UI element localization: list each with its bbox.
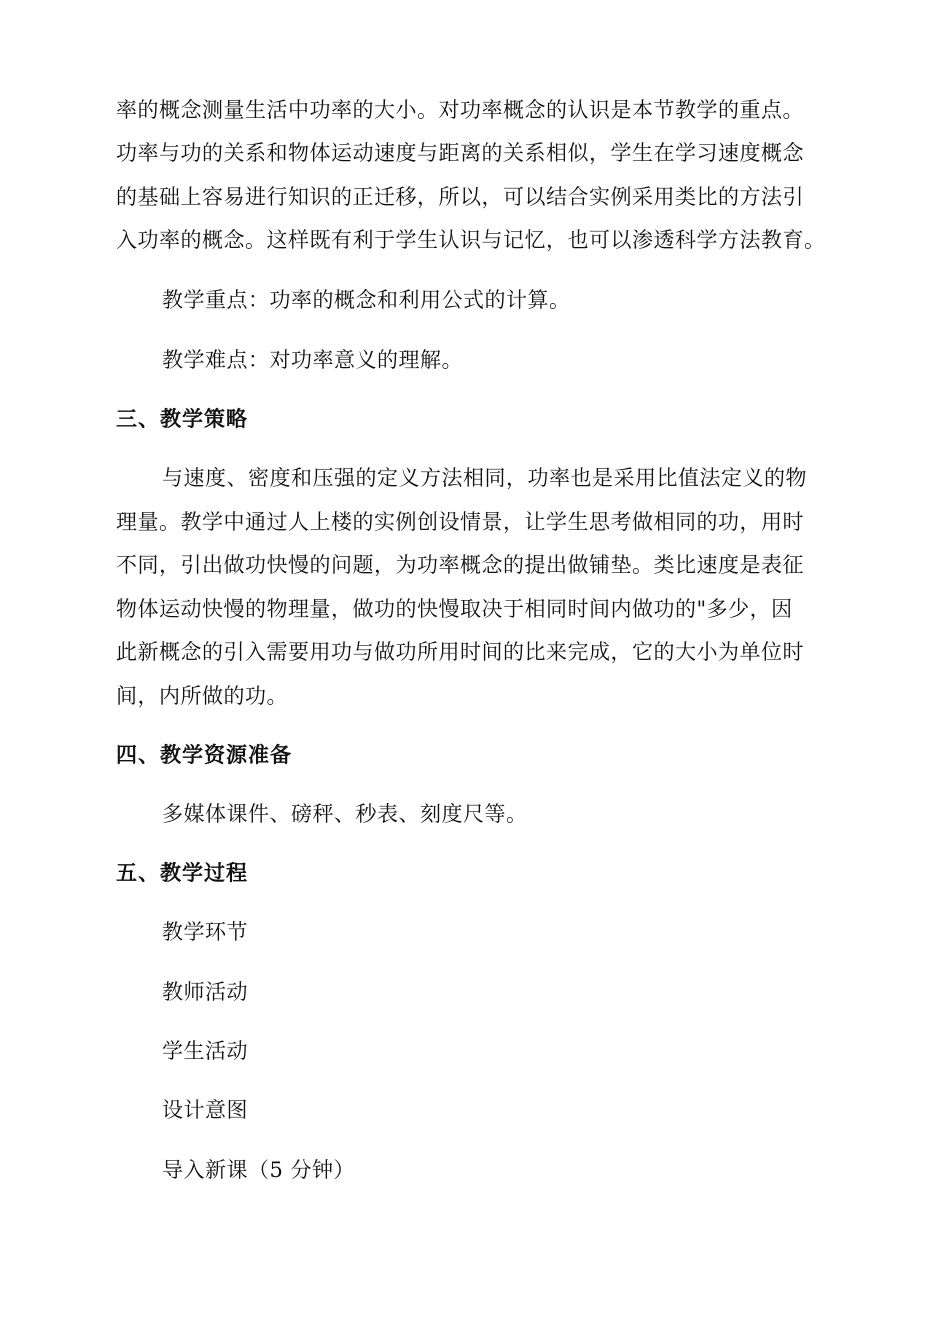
section-heading-process: 五、教学过程 bbox=[116, 861, 248, 885]
process-item-teacher: 教师活动 bbox=[162, 980, 248, 1004]
resources-text: 多媒体课件、磅秤、秒表、刻度尺等。 bbox=[162, 802, 528, 826]
process-item-student: 学生活动 bbox=[162, 1039, 248, 1063]
strategy-line-5: 此新概念的引入需要用功与做功所用时间的比来完成，它的大小为单位时 bbox=[116, 640, 804, 664]
process-item-intro: 导入新课（5 分钟） bbox=[162, 1158, 356, 1182]
intro-line-1: 率的概念测量生活中功率的大小。对功率概念的认识是本节教学的重点。 bbox=[116, 98, 804, 122]
process-item-stage: 教学环节 bbox=[162, 920, 248, 944]
strategy-line-1: 与速度、密度和压强的定义方法相同，功率也是采用比值法定义的物 bbox=[162, 466, 807, 490]
strategy-line-2: 理量。教学中通过人上楼的实例创设情景，让学生思考做相同的功，用时 bbox=[116, 510, 804, 534]
strategy-line-3: 不同，引出做功快慢的问题，为功率概念的提出做铺垫。类比速度是表征 bbox=[116, 553, 804, 577]
difficult-point: 教学难点：对功率意义的理解。 bbox=[162, 348, 463, 372]
intro-line-3: 的基础上容易进行知识的正迁移，所以，可以结合实例采用类比的方法引 bbox=[116, 185, 804, 209]
intro-line-2: 功率与功的关系和物体运动速度与距离的关系相似，学生在学习速度概念 bbox=[116, 141, 804, 165]
process-item-intent: 设计意图 bbox=[162, 1098, 248, 1122]
strategy-line-6: 间，内所做的功。 bbox=[116, 684, 288, 708]
section-heading-strategy: 三、教学策略 bbox=[116, 407, 248, 431]
section-heading-resources: 四、教学资源准备 bbox=[116, 743, 292, 767]
intro-line-4: 入功率的概念。这样既有利于学生认识与记忆，也可以渗透科学方法教育。 bbox=[116, 228, 826, 252]
strategy-line-4: 物体运动快慢的物理量，做功的快慢取决于相同时间内做功的"多少，因 bbox=[116, 597, 793, 621]
key-point: 教学重点：功率的概念和利用公式的计算。 bbox=[162, 288, 571, 312]
